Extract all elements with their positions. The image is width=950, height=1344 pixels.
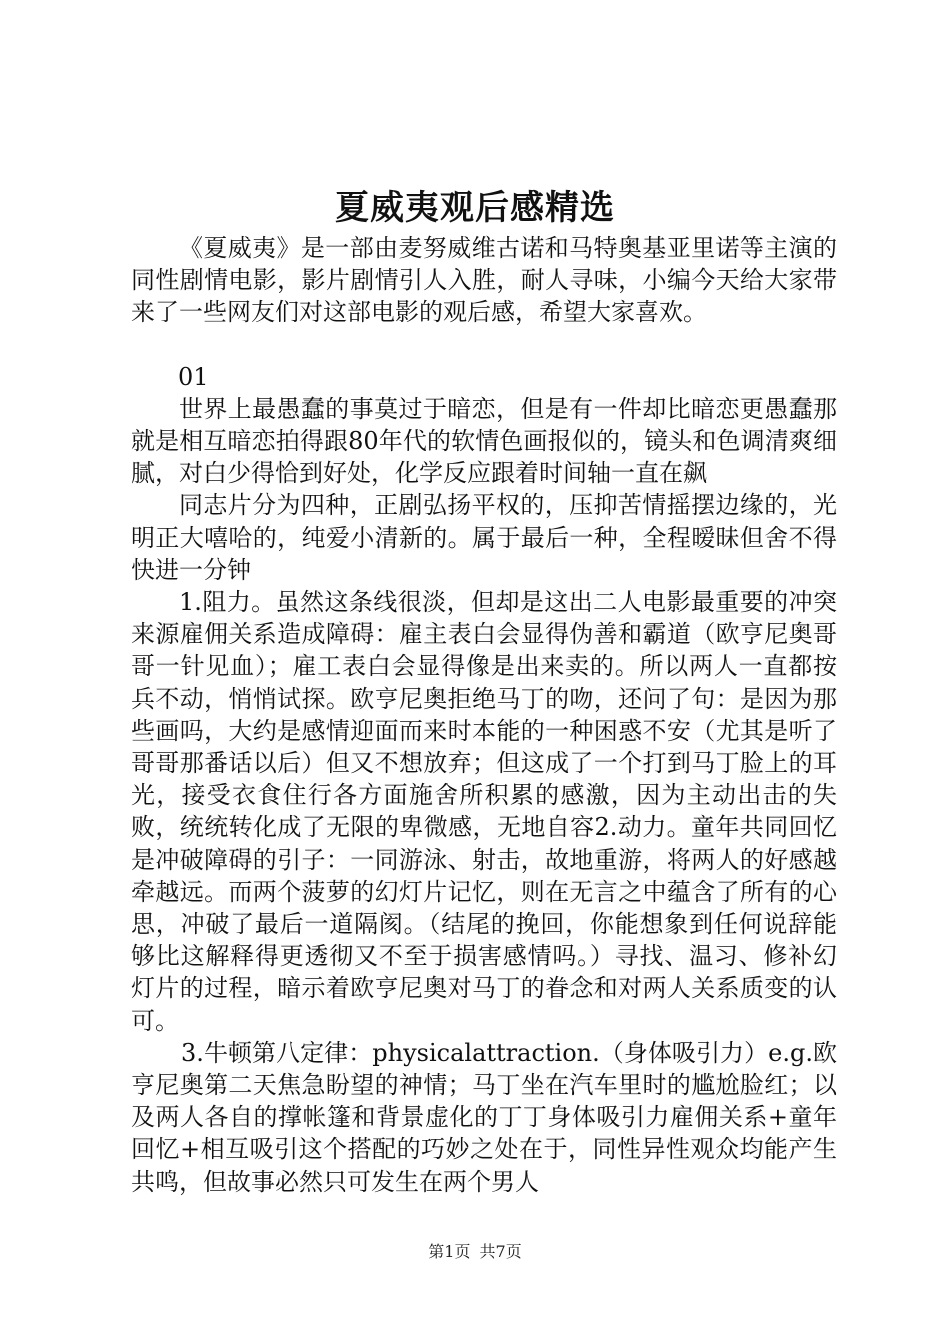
document-body: [131, 232, 837, 1198]
section-number: 01: [178, 362, 209, 391]
body-paragraph: 同志片分为四种，正剧弘扬平权的，压抑苦情摇摆边缘的，光明正大嘻哈的，纯爱小清新的。属于最后一种，全程暧昧但舍不得快进一分钟: [131, 491, 837, 584]
intro-paragraph: 《夏威夷》是一部由麦努威维古诺和马特奥基亚里诺等主演的同性剧情电影，影片剧情引人入胜，耐人寻味，小编今天给大家带来了一些网友们对这部电影的观后感，希望大家喜欢。: [131, 234, 837, 327]
paragraph-gap: [131, 329, 837, 361]
page-total: 共7页: [479, 1242, 522, 1261]
body-paragraph: 1.阻力。虽然这条线很淡，但却是这出二人电影最重要的冲突来源雇佣关系造成障碍：雇主表白会显得伪善和霸道（欧亨尼奥哥哥一针见血）；雇工表白会显得像是出来卖的。所以两人一直都按兵不动，悄悄试探。欧亨尼奥拒绝马丁的吻，还问了句：是因为那些画吗，大约是感情迎面而来时本能的一种困惑不安（尤其是听了哥哥那番话以后）但又不想放弃；但这成了一个打到马丁脸上的耳光，接受衣食住行各方面施舍所积累的感激，因为主动出击的失败，统统转化成了无限的卑微感，无地自容2.动力。童年共同回忆是冲破障碍的引子：一同游泳、射击，故地重游，将两人的好感越牵越远。而两个菠萝的幻灯片记忆，则在无言之中蕴含了所有的心思，冲破了最后一道隔阂。（结尾的挽回，你能想象到任何说辞能够比这解释得更透彻又不至于损害感情吗。）寻找、温习、修补幻灯片的过程，暗示着欧亨尼奥对马丁的眷念和对两人关系质变的认可。: [131, 588, 837, 1035]
page-footer: [0, 1240, 950, 1264]
body-paragraph: 3.牛顿第八定律：physicalattraction.（身体吸引力）e.g.欧亨尼奥第二天焦急盼望的神情；马丁坐在汽车里时的尴尬脸红；以及两人各自的撑帐篷和背景虚化的丁丁身体吸引力雇佣关系+童年回忆+相互吸引这个搭配的巧妙之处在于，同性异性观众均能产生共鸣，但故事必然只可发生在两个男人: [131, 1038, 837, 1196]
document-title: 夏威夷观后感精选: [335, 188, 615, 228]
body-paragraph: 世界上最愚蠢的事莫过于暗恋，但是有一件却比暗恋更愚蠢那就是相互暗恋拍得跟80年代的软情色画报似的，镜头和色调清爽细腻，对白少得恰到好处，化学反应跟着时间轴一直在飙: [131, 394, 837, 488]
page-number: 第1页: [428, 1242, 471, 1261]
